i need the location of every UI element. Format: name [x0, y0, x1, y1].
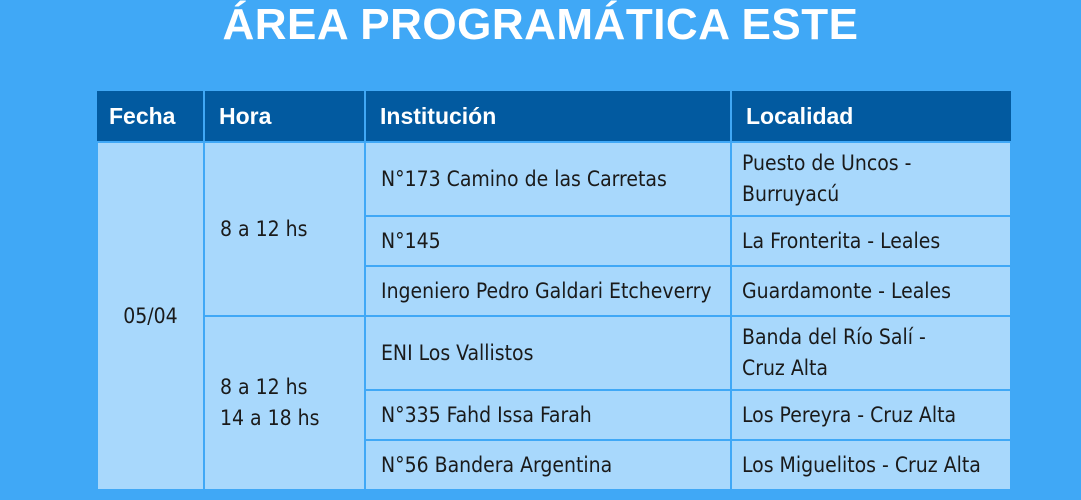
locality-cell	[731, 142, 1011, 216]
institution-cell: N°56 Bandera Argentina	[365, 440, 731, 490]
time-text: 14 a 18 hs	[220, 406, 320, 430]
time-text: 8 a 12 hs	[220, 216, 308, 241]
table-row	[97, 316, 1011, 390]
locality-text: Banda del Río Salí -	[742, 325, 926, 349]
locality-cell	[731, 440, 1011, 490]
institution-cell: N°145	[365, 216, 731, 266]
institution-cell: ENI Los Vallistos	[365, 316, 731, 390]
locality-cell	[731, 316, 1011, 390]
institution-cell: Ingeniero Pedro Galdari Etcheverry	[365, 266, 731, 316]
locality-text: Burruyacú	[742, 182, 840, 206]
locality-text: Los Miguelitos - Cruz Alta	[742, 452, 981, 477]
column-header-institucion: Institución	[365, 91, 731, 142]
table-row	[97, 142, 1011, 216]
time-text: 8 a 12 hs	[220, 375, 308, 399]
column-header-localidad: Localidad	[731, 91, 1011, 142]
locality-cell	[731, 266, 1011, 316]
schedule-table	[96, 91, 1012, 491]
column-header-hora: Hora	[204, 91, 365, 142]
page-title: ÁREA PROGRAMÁTICA ESTE	[222, 0, 859, 49]
column-header-fecha: Fecha	[97, 91, 204, 142]
locality-text: Puesto de Uncos -	[742, 151, 912, 175]
locality-cell	[731, 390, 1011, 440]
locality-cell	[731, 216, 1011, 266]
time-cell	[204, 316, 365, 490]
locality-text: Guardamonte - Leales	[742, 278, 952, 303]
institution-cell: N°335 Fahd Issa Farah	[365, 390, 731, 440]
locality-text: Los Pereyra - Cruz Alta	[742, 402, 957, 427]
locality-text: Cruz Alta	[742, 356, 828, 380]
date-cell: 05/04	[97, 142, 204, 490]
time-cell	[204, 142, 365, 316]
institution-cell: N°173 Camino de las Carretas	[365, 142, 731, 216]
table-header-row	[97, 91, 1011, 142]
locality-text: La Fronterita - Leales	[742, 228, 941, 253]
